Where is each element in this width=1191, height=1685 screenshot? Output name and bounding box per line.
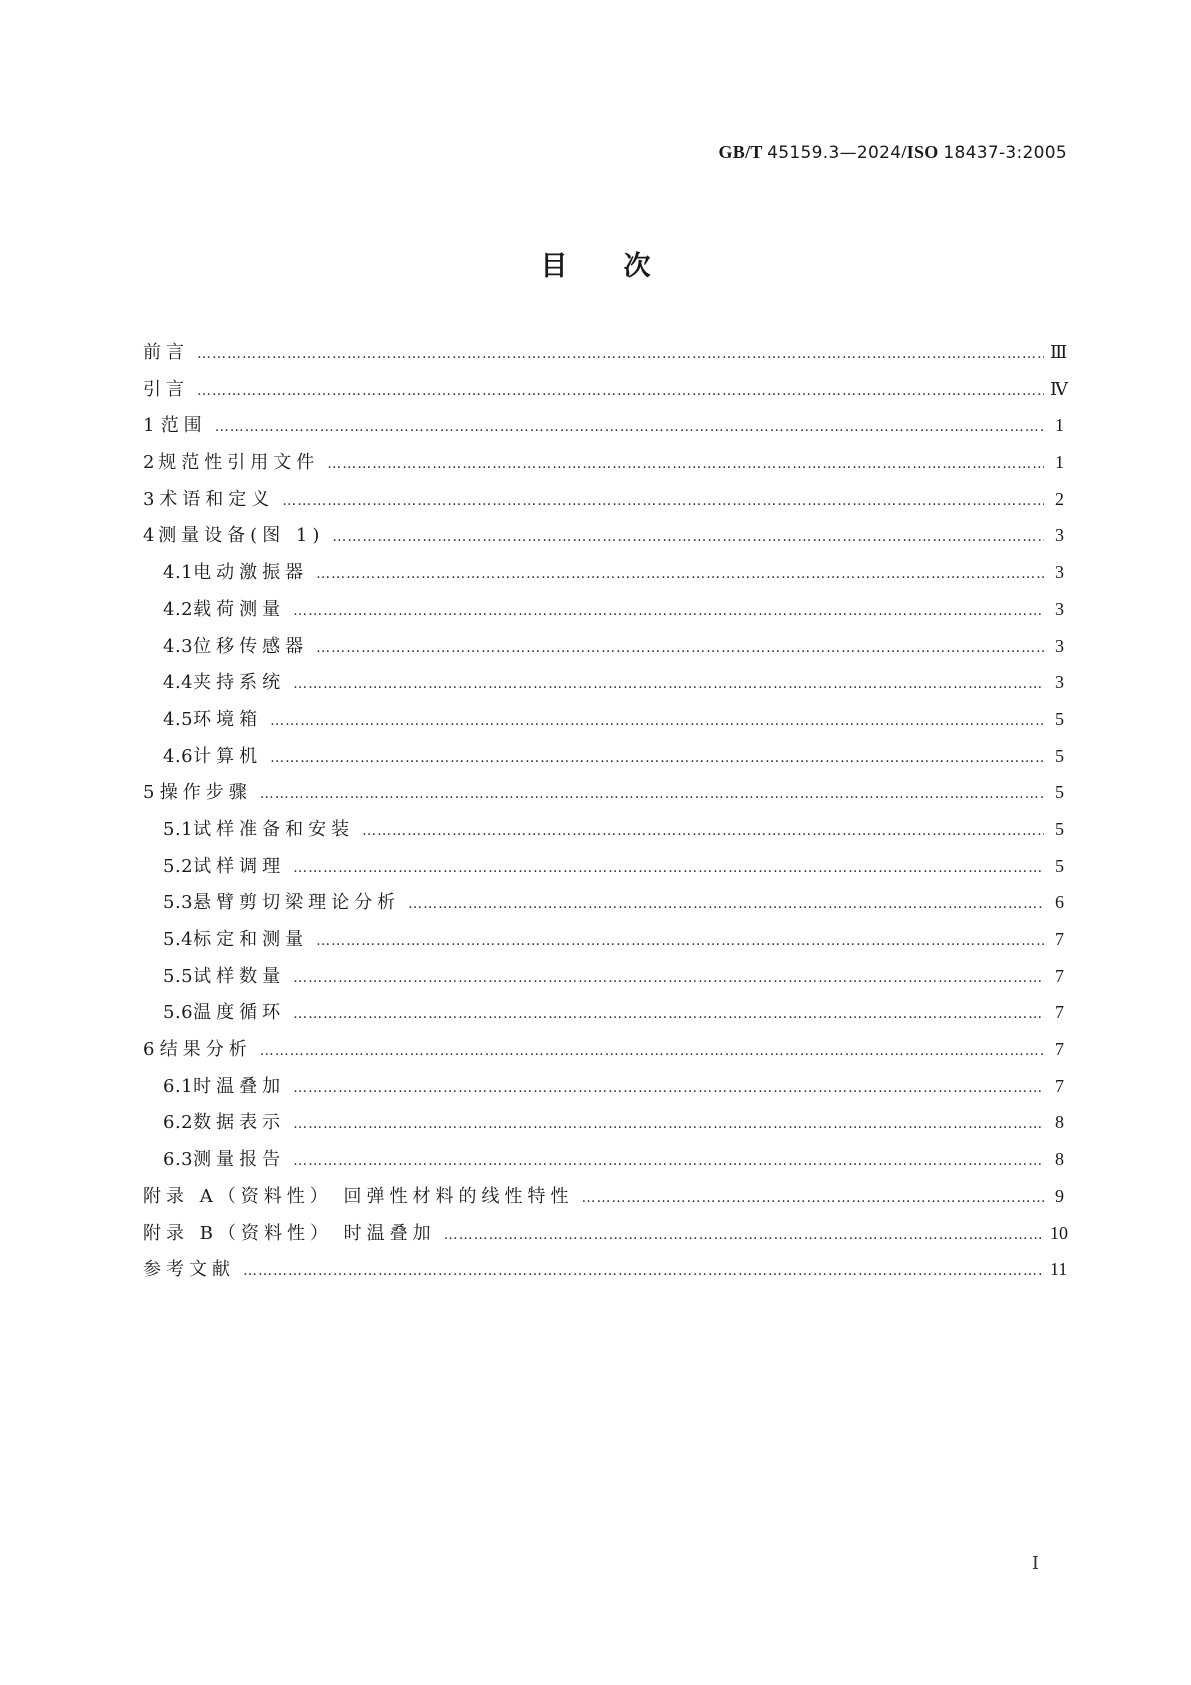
toc-entry-label: 术语和定义	[159, 488, 275, 510]
toc-entry-page: 11	[1050, 1259, 1068, 1280]
page-number: Ⅰ	[1031, 1553, 1039, 1573]
toc-entry-page: 7	[1055, 1075, 1064, 1096]
toc-dot-leader	[243, 1263, 1044, 1279]
toc-entry-page: 5	[1055, 855, 1064, 876]
toc-entry-page: 1	[1055, 415, 1064, 436]
toc-entry[interactable]	[143, 1219, 1068, 1256]
toc-entry-label: 引言	[143, 378, 189, 400]
toc-dot-leader	[293, 1080, 1044, 1096]
toc-entry-number: 4.6	[163, 745, 194, 767]
toc-title: 目次	[540, 251, 707, 282]
toc-entry[interactable]	[143, 338, 1068, 375]
toc-entry-label: 测量报告	[193, 1149, 286, 1171]
toc-entry-page: Ⅲ	[1050, 342, 1068, 362]
toc-dot-leader	[293, 1153, 1044, 1169]
toc-dot-leader	[293, 1116, 1044, 1132]
toc-entry-page: 7	[1055, 929, 1064, 949]
toc-entry[interactable]	[143, 521, 1064, 558]
toc-entry-page: 6	[1055, 892, 1064, 913]
toc-entry-label: 范围	[160, 415, 207, 437]
toc-entry-number: 4.1	[163, 562, 194, 584]
toc-dot-leader	[260, 1043, 1044, 1059]
doc-code-iso-prefix: /ISO	[901, 142, 939, 162]
toc-entry-page: 7	[1055, 965, 1064, 986]
toc-dot-leader	[316, 640, 1044, 656]
toc-entry-number: 4.2	[163, 598, 194, 620]
toc-entry[interactable]	[143, 1182, 1064, 1219]
toc-entry-page: Ⅳ	[1050, 378, 1068, 399]
toc-entry-number: 4.4	[163, 672, 194, 694]
toc-dot-leader	[270, 713, 1044, 729]
toc-entry[interactable]	[143, 375, 1068, 412]
toc-entry-number: 4.3	[163, 635, 194, 657]
toc-entry-number: 6.1	[163, 1075, 194, 1097]
toc-entry-number: 6.3	[163, 1149, 194, 1171]
doc-code-number: 45159.3—2024	[767, 143, 902, 163]
toc-entry-label: 试样调理	[193, 855, 286, 877]
toc-dot-leader	[260, 786, 1044, 802]
toc-entry-label: 结果分析	[159, 1039, 252, 1061]
toc-entry-number: 3	[143, 488, 155, 510]
toc-entry[interactable]	[143, 1145, 1064, 1182]
toc-entry[interactable]	[143, 742, 1064, 779]
toc-entry-label: 计算机	[193, 745, 263, 767]
toc-dot-leader	[316, 933, 1044, 949]
toc-entry-page: 8	[1055, 1149, 1064, 1170]
toc-entry-number: 5.4	[163, 929, 194, 950]
doc-code-prefix: GB/T	[718, 142, 763, 162]
toc-dot-leader	[408, 896, 1044, 912]
toc-dot-leader	[293, 603, 1044, 619]
toc-dot-leader	[293, 676, 1044, 692]
toc-entry-page: 3	[1055, 525, 1064, 546]
toc-entry-label: 标定和测量	[193, 929, 309, 950]
toc-entry-number: 5.1	[163, 818, 194, 840]
toc-entry-label: 时温叠加	[193, 1075, 286, 1097]
table-of-contents	[143, 338, 1068, 1292]
toc-entry[interactable]	[143, 888, 1064, 925]
toc-entry-label: 悬臂剪切梁理论分析	[193, 892, 401, 914]
toc-entry-label: 附录 A（资料性） 回弹性材料的线性特性	[143, 1185, 574, 1207]
toc-entry[interactable]	[143, 815, 1064, 852]
toc-entry-label: 试样数量	[193, 965, 286, 987]
toc-entry-label: 操作步骤	[159, 782, 252, 804]
toc-dot-leader	[197, 383, 1044, 399]
toc-entry[interactable]	[143, 1255, 1068, 1292]
toc-entry[interactable]	[143, 852, 1064, 889]
toc-dot-leader	[332, 529, 1044, 545]
toc-entry[interactable]	[143, 595, 1064, 632]
toc-entry-number: 5.2	[163, 855, 194, 877]
toc-entry-page: 7	[1055, 1002, 1064, 1023]
toc-entry[interactable]	[143, 668, 1064, 705]
toc-entry-page: 5	[1055, 818, 1064, 839]
toc-entry-number: 5.5	[163, 965, 194, 987]
toc-entry-page: 1	[1055, 452, 1064, 473]
toc-entry[interactable]	[143, 448, 1064, 485]
toc-entry-label: 夹持系统	[193, 672, 286, 694]
toc-entry-label: 附录 B（资料性） 时温叠加	[143, 1222, 436, 1244]
toc-entry-number: 4.5	[163, 708, 194, 730]
toc-entry[interactable]	[143, 705, 1064, 742]
toc-dot-leader	[293, 970, 1044, 986]
toc-entry[interactable]	[143, 962, 1064, 999]
toc-dot-leader	[316, 566, 1044, 582]
toc-entry-label: 数据表示	[193, 1112, 286, 1134]
toc-entry-page: 5	[1055, 708, 1064, 729]
toc-entry-label: 温度循环	[193, 1002, 286, 1024]
doc-code-iso-number: 18437-3:2005	[943, 143, 1067, 163]
toc-entry-number: 5.6	[163, 1002, 194, 1024]
toc-entry-number: 6.2	[163, 1112, 194, 1134]
toc-entry[interactable]	[143, 1035, 1064, 1072]
toc-dot-leader	[444, 1227, 1044, 1243]
toc-entry-label: 前言	[143, 342, 189, 363]
toc-entry-number: 4	[143, 525, 155, 547]
toc-entry-page: 10	[1050, 1222, 1068, 1243]
toc-entry[interactable]	[143, 558, 1064, 595]
toc-entry-page: 9	[1055, 1185, 1064, 1206]
toc-entry[interactable]	[143, 925, 1064, 962]
toc-entry-page: 8	[1055, 1112, 1064, 1133]
toc-entry-number: 1	[143, 415, 155, 437]
toc-dot-leader	[362, 823, 1044, 839]
toc-entry-page: 5	[1055, 782, 1064, 803]
toc-entry-page: 3	[1055, 672, 1064, 693]
toc-dot-leader	[327, 456, 1044, 472]
toc-entry-number: 6	[143, 1039, 155, 1061]
toc-entry-label: 试样准备和安装	[193, 818, 355, 840]
toc-entry[interactable]	[143, 778, 1064, 815]
document-code	[718, 142, 1067, 163]
toc-entry-page: 3	[1055, 562, 1064, 583]
toc-entry[interactable]	[143, 485, 1064, 522]
toc-entry-number: 2	[143, 452, 155, 474]
toc-entry-label: 环境箱	[193, 708, 263, 730]
toc-entry-page: 3	[1055, 598, 1064, 619]
toc-dot-leader	[270, 750, 1044, 766]
toc-dot-leader	[293, 1006, 1044, 1022]
toc-entry-page: 5	[1055, 745, 1064, 766]
toc-entry-label: 位移传感器	[193, 635, 309, 657]
toc-entry-number: 5.3	[163, 892, 194, 914]
toc-entry[interactable]	[143, 1072, 1064, 1109]
toc-dot-leader	[581, 1190, 1044, 1206]
toc-entry-page: 2	[1055, 488, 1064, 509]
toc-dot-leader	[282, 493, 1044, 509]
toc-entry-label: 规范性引用文件	[158, 452, 320, 474]
toc-dot-leader	[215, 419, 1044, 435]
toc-entry-number: 5	[143, 782, 155, 804]
toc-entry-page: 3	[1055, 635, 1064, 656]
toc-entry-label: 电动激振器	[193, 562, 309, 584]
toc-entry[interactable]	[143, 632, 1064, 669]
toc-entry-label: 载荷测量	[193, 598, 286, 620]
toc-dot-leader	[197, 346, 1044, 362]
toc-entry-label: 测量设备(图 1)	[158, 525, 325, 547]
toc-entry[interactable]	[143, 1108, 1064, 1145]
toc-entry-page: 7	[1055, 1039, 1064, 1060]
toc-dot-leader	[293, 860, 1044, 876]
toc-entry-label: 参考文献	[143, 1259, 235, 1281]
toc-entry[interactable]	[143, 998, 1064, 1035]
toc-entry[interactable]	[143, 411, 1064, 448]
